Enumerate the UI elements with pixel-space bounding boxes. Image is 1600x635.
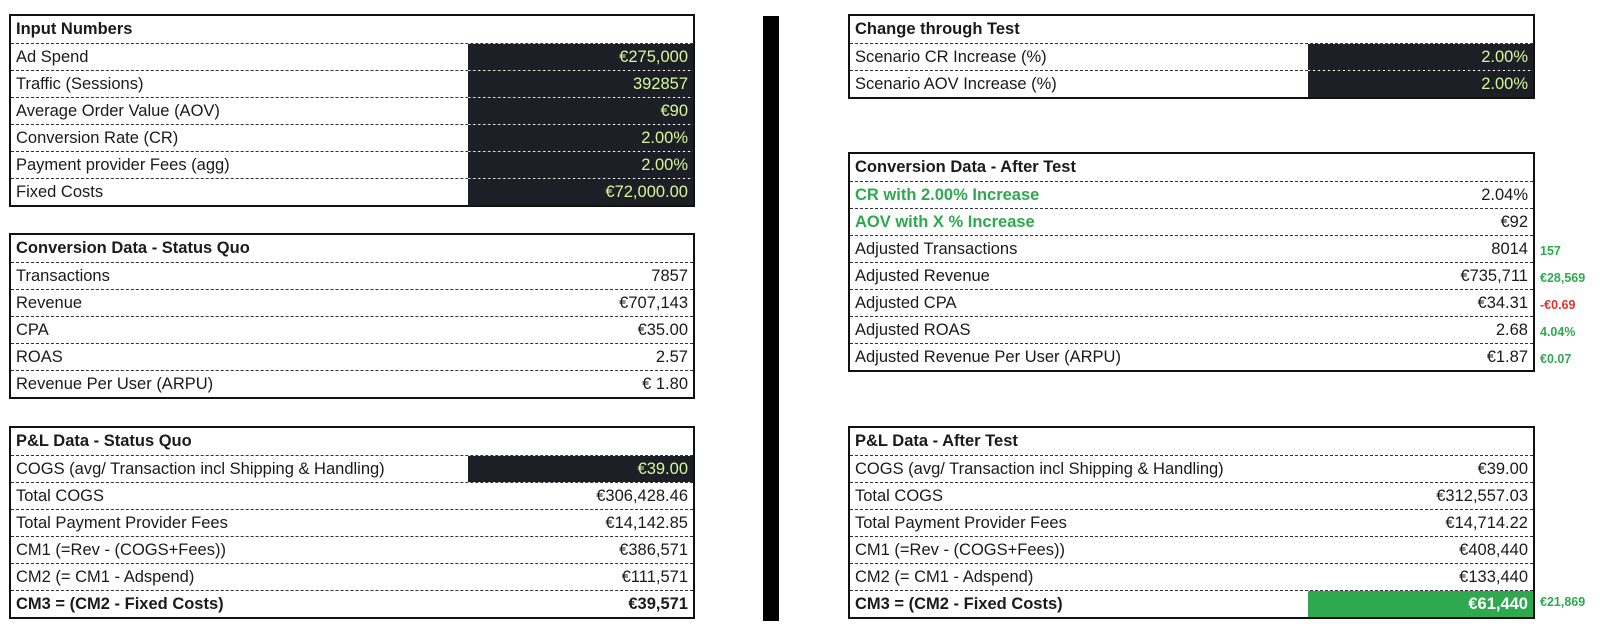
- table-title-row: [11, 235, 693, 262]
- table-row: [11, 289, 693, 316]
- row-label: ROAS: [16, 347, 63, 366]
- cpa-delta: -€0.69: [1540, 298, 1576, 312]
- row-value: €39,571: [628, 594, 688, 613]
- table-title: P&L Data - After Test: [855, 432, 1018, 450]
- row-label: Payment provider Fees (agg): [16, 155, 230, 174]
- row-value: €133,440: [1459, 567, 1528, 586]
- cm3-row: [850, 590, 1533, 617]
- ad-spend-row: [11, 43, 693, 70]
- row-label: Revenue: [16, 293, 83, 312]
- table-row: [850, 235, 1533, 262]
- row-label: COGS (avg/ Transaction incl Shipping & Handling): [855, 459, 1224, 478]
- table-row: [850, 208, 1533, 235]
- row-value: €14,714.22: [1445, 513, 1528, 532]
- change-through-test-table: [848, 14, 1535, 99]
- row-label: CM3 = (CM2 - Fixed Costs): [16, 594, 224, 613]
- row-value: €92: [1500, 212, 1528, 231]
- row-value: 7857: [651, 266, 688, 285]
- cm3-delta: €21,869: [1540, 595, 1586, 609]
- table-row: [11, 509, 693, 536]
- table-row: [850, 536, 1533, 563]
- row-label: CPA: [16, 320, 49, 339]
- row-value: € 1.80: [642, 374, 688, 393]
- scenario-cr-input[interactable]: 2.00%: [1308, 44, 1533, 70]
- input-numbers-table: [9, 14, 695, 207]
- row-label: Scenario CR Increase (%): [855, 47, 1047, 66]
- table-row: [850, 316, 1533, 343]
- cm3-highlight-value: €61,440: [1308, 591, 1533, 617]
- payment-fees-row: [11, 151, 693, 178]
- row-value: 2.04%: [1481, 185, 1528, 204]
- row-label: Total COGS: [855, 486, 944, 505]
- table-row: [850, 343, 1533, 370]
- row-label: CM2 (= CM1 - Adspend): [855, 567, 1034, 586]
- conversion-status-quo-table: [9, 233, 695, 399]
- row-value: €386,571: [619, 540, 688, 559]
- ad-spend-input[interactable]: €275,000: [468, 44, 693, 70]
- row-label: CR with 2.00% Increase: [855, 185, 1040, 204]
- row-value: €14,142.85: [605, 513, 688, 532]
- table-title-row: [11, 428, 693, 455]
- row-value: €34.31: [1477, 293, 1528, 312]
- row-label: AOV with X % Increase: [855, 212, 1035, 231]
- row-label: Adjusted Revenue: [855, 266, 990, 285]
- row-label: Total COGS: [16, 486, 105, 505]
- row-label: Traffic (Sessions): [16, 74, 144, 93]
- row-label: CM1 (=Rev - (COGS+Fees)): [16, 540, 226, 559]
- row-label: Adjusted CPA: [855, 293, 957, 312]
- table-row: [850, 289, 1533, 316]
- table-row: [11, 343, 693, 370]
- table-row: [11, 262, 693, 289]
- table-row: [850, 509, 1533, 536]
- scenario-aov-input[interactable]: 2.00%: [1308, 71, 1533, 97]
- table-row: [850, 455, 1533, 482]
- table-title: Input Numbers: [16, 20, 133, 38]
- roas-delta: 4.04%: [1540, 325, 1576, 339]
- conversion-after-test-table: [848, 152, 1535, 372]
- row-value: 2.68: [1495, 320, 1528, 339]
- row-label: Scenario AOV Increase (%): [855, 74, 1057, 93]
- row-label: CM3 = (CM2 - Fixed Costs): [855, 594, 1063, 613]
- fixed-costs-row: [11, 178, 693, 205]
- aov-row: [11, 97, 693, 124]
- row-label: Average Order Value (AOV): [16, 101, 220, 120]
- aov-input[interactable]: €90: [468, 98, 693, 124]
- traffic-row: [11, 70, 693, 97]
- arpu-delta: €0.07: [1540, 352, 1572, 366]
- transactions-delta: 157: [1540, 244, 1561, 258]
- row-label: Adjusted Revenue Per User (ARPU): [855, 347, 1121, 366]
- scenario-aov-row: [850, 70, 1533, 97]
- scenario-cr-row: [850, 43, 1533, 70]
- row-value: €306,428.46: [596, 486, 688, 505]
- conversion-rate-input[interactable]: 2.00%: [468, 125, 693, 151]
- row-value: 8014: [1491, 239, 1528, 258]
- pl-status-quo-table: [9, 426, 695, 619]
- row-label: Adjusted ROAS: [855, 320, 971, 339]
- table-title: Conversion Data - After Test: [855, 158, 1076, 176]
- cogs-input[interactable]: €39.00: [468, 456, 693, 482]
- conversion-rate-row: [11, 124, 693, 151]
- revenue-delta: €28,569: [1540, 271, 1586, 285]
- table-title: Conversion Data - Status Quo: [16, 239, 250, 257]
- table-row: [850, 563, 1533, 590]
- row-value: €39.00: [1477, 459, 1528, 478]
- table-title: P&L Data - Status Quo: [16, 432, 192, 450]
- row-label: Total Payment Provider Fees: [16, 513, 228, 532]
- payment-fees-input[interactable]: 2.00%: [468, 152, 693, 178]
- table-row: [11, 370, 693, 397]
- table-row: [11, 563, 693, 590]
- row-value: €111,571: [621, 567, 688, 586]
- row-label: Revenue Per User (ARPU): [16, 374, 214, 393]
- table-title-row: [850, 16, 1533, 43]
- row-value: €735,711: [1460, 266, 1528, 285]
- row-label: Fixed Costs: [16, 182, 104, 201]
- table-title-row: [850, 428, 1533, 455]
- pl-after-test-table: [848, 426, 1535, 619]
- row-value: €408,440: [1459, 540, 1528, 559]
- table-title-row: [850, 154, 1533, 181]
- cm3-row: [11, 590, 693, 617]
- row-label: Ad Spend: [16, 47, 89, 66]
- row-value: €707,143: [619, 293, 688, 312]
- row-value: €35.00: [637, 320, 688, 339]
- table-title: Change through Test: [855, 20, 1020, 38]
- table-row: [850, 262, 1533, 289]
- row-label: Transactions: [16, 266, 110, 285]
- traffic-input[interactable]: 392857: [468, 71, 693, 97]
- table-row: [850, 482, 1533, 509]
- row-label: COGS (avg/ Transaction incl Shipping & Handling): [16, 459, 385, 478]
- table-row: [11, 482, 693, 509]
- row-value: €1.87: [1486, 347, 1528, 366]
- row-label: Total Payment Provider Fees: [855, 513, 1067, 532]
- table-row: [11, 316, 693, 343]
- cogs-row: [11, 455, 693, 482]
- row-label: Adjusted Transactions: [855, 239, 1018, 258]
- row-label: CM2 (= CM1 - Adspend): [16, 567, 195, 586]
- row-label: Conversion Rate (CR): [16, 128, 179, 147]
- column-divider: [763, 16, 779, 621]
- table-row: [850, 181, 1533, 208]
- row-label: CM1 (=Rev - (COGS+Fees)): [855, 540, 1065, 559]
- row-value: 2.57: [655, 347, 688, 366]
- row-value: €312,557.03: [1436, 486, 1528, 505]
- table-row: [11, 536, 693, 563]
- table-title-row: [11, 16, 693, 43]
- fixed-costs-input[interactable]: €72,000.00: [468, 179, 693, 205]
